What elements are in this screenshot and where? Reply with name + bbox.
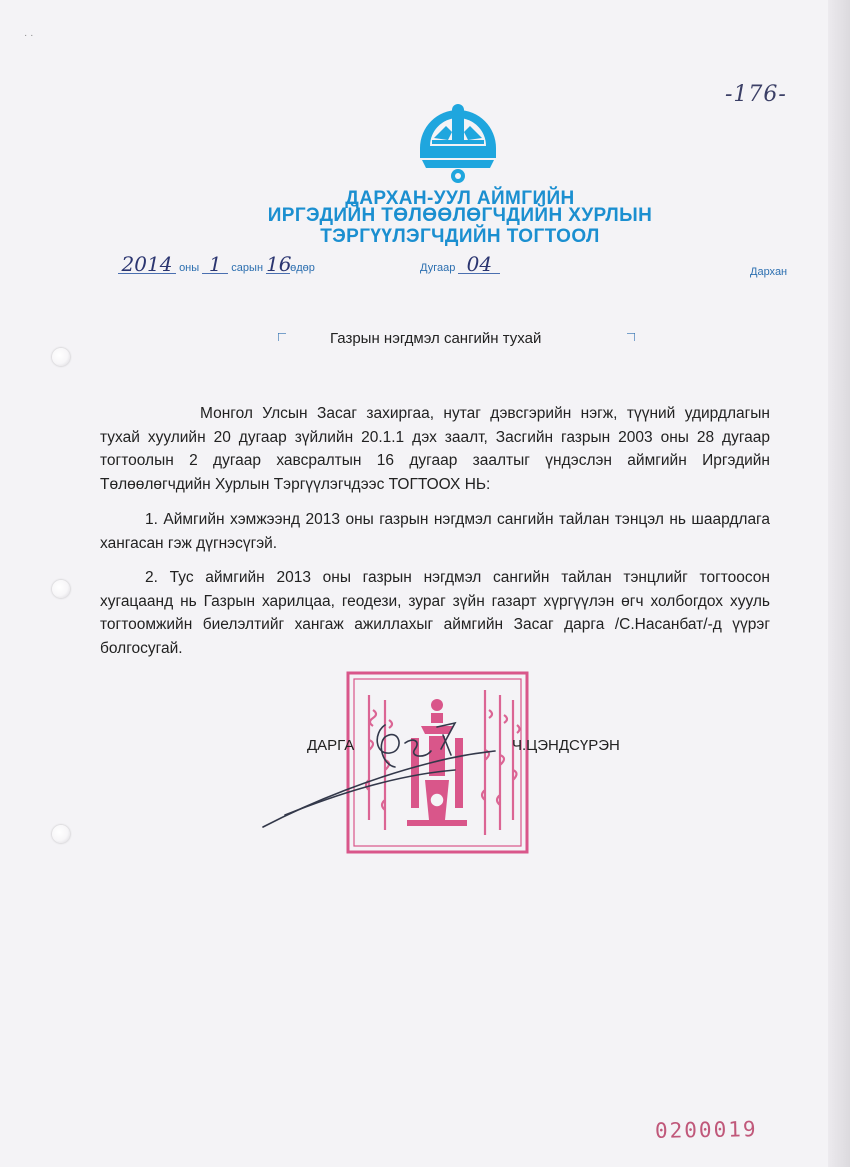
state-emblem-icon <box>412 88 504 188</box>
header-line-3: ТЭРГҮҮЛЭГЧДИЙН ТОГТООЛ <box>320 226 600 247</box>
date-year-suffix: оны <box>179 262 200 274</box>
header-line-2: ИРГЭДИЙН ТӨЛӨӨЛӨГЧДИЙН ХУРЛЫН <box>267 205 653 226</box>
page-number: -176- <box>725 82 787 107</box>
date-year: 2014 <box>118 255 176 274</box>
serial-number: 0200019 <box>654 1117 758 1143</box>
page-edge <box>828 0 850 1167</box>
body-intro <box>100 402 770 496</box>
place-label: Дархан <box>750 266 788 278</box>
date-day: 16 <box>266 252 292 276</box>
item-2-paragraph: 2. Тус аймгийн 2013 оны газрын нэгдмэл сангийн тайлан тэнцлийг тогтоосон хугацаанд нь Газрын харилцаа, геодези, зураг зүйн газарт хүргүүлэн өгч холбогдох хууль тогтоомжийн биелэлтийг хангаж ажиллахыг аймгийн Засаг дарга /С.Насанбат/-д үүрэг болгосугай. <box>100 569 770 657</box>
handwritten-signature-icon <box>255 715 505 835</box>
header-line-1: ДАРХАН-УУЛ АЙМГИЙН <box>345 188 575 209</box>
punch-hole-3 <box>52 825 70 843</box>
body-item-1 <box>100 508 770 555</box>
decree-number-label: Дугаар <box>420 262 456 274</box>
corner-mark-left <box>278 333 286 341</box>
body-item-2 <box>100 566 770 660</box>
signatory-title: ДАРГА <box>307 737 355 754</box>
speck-marks: · · <box>24 30 34 41</box>
decree-number: 04 <box>458 255 500 274</box>
date-month: 1 <box>202 255 228 274</box>
decree-subject: Газрын нэгдмэл сангийн тухай <box>330 330 542 347</box>
signatory-name: Ч.ЦЭНДСҮРЭН <box>512 737 620 754</box>
corner-mark-right <box>627 333 635 341</box>
date-line <box>118 252 315 276</box>
date-day-suffix: өдөр <box>290 262 315 274</box>
intro-paragraph: Монгол Улсын Засаг захиргаа, нутаг дэвсгэрийн нэгж, түүний удирдлагын тухай хуулийн 20 дугаар зүйлийн 20.1.1 дэх заалт, Засгийн газрын 2003 оны 28 дугаар тогтоолын 2 дугаар хавсралтын 16 дугаар заалтыг үндэслэн аймгийн Иргэдийн Төлөөлөгчдийн Хурлын Тэргүүлэгчдээс ТОГТООХ НЬ: <box>100 405 770 493</box>
punch-hole-1 <box>52 348 70 366</box>
punch-hole-2 <box>52 580 70 598</box>
decree-number-line <box>420 252 500 276</box>
date-month-suffix: сарын <box>231 262 264 274</box>
item-1-paragraph: 1. Аймгийн хэмжээнд 2013 оны газрын нэгдмэл сангийн тайлан тэнцэл нь шаардлага хангасан гэж дүгнэсүгэй. <box>100 511 770 552</box>
